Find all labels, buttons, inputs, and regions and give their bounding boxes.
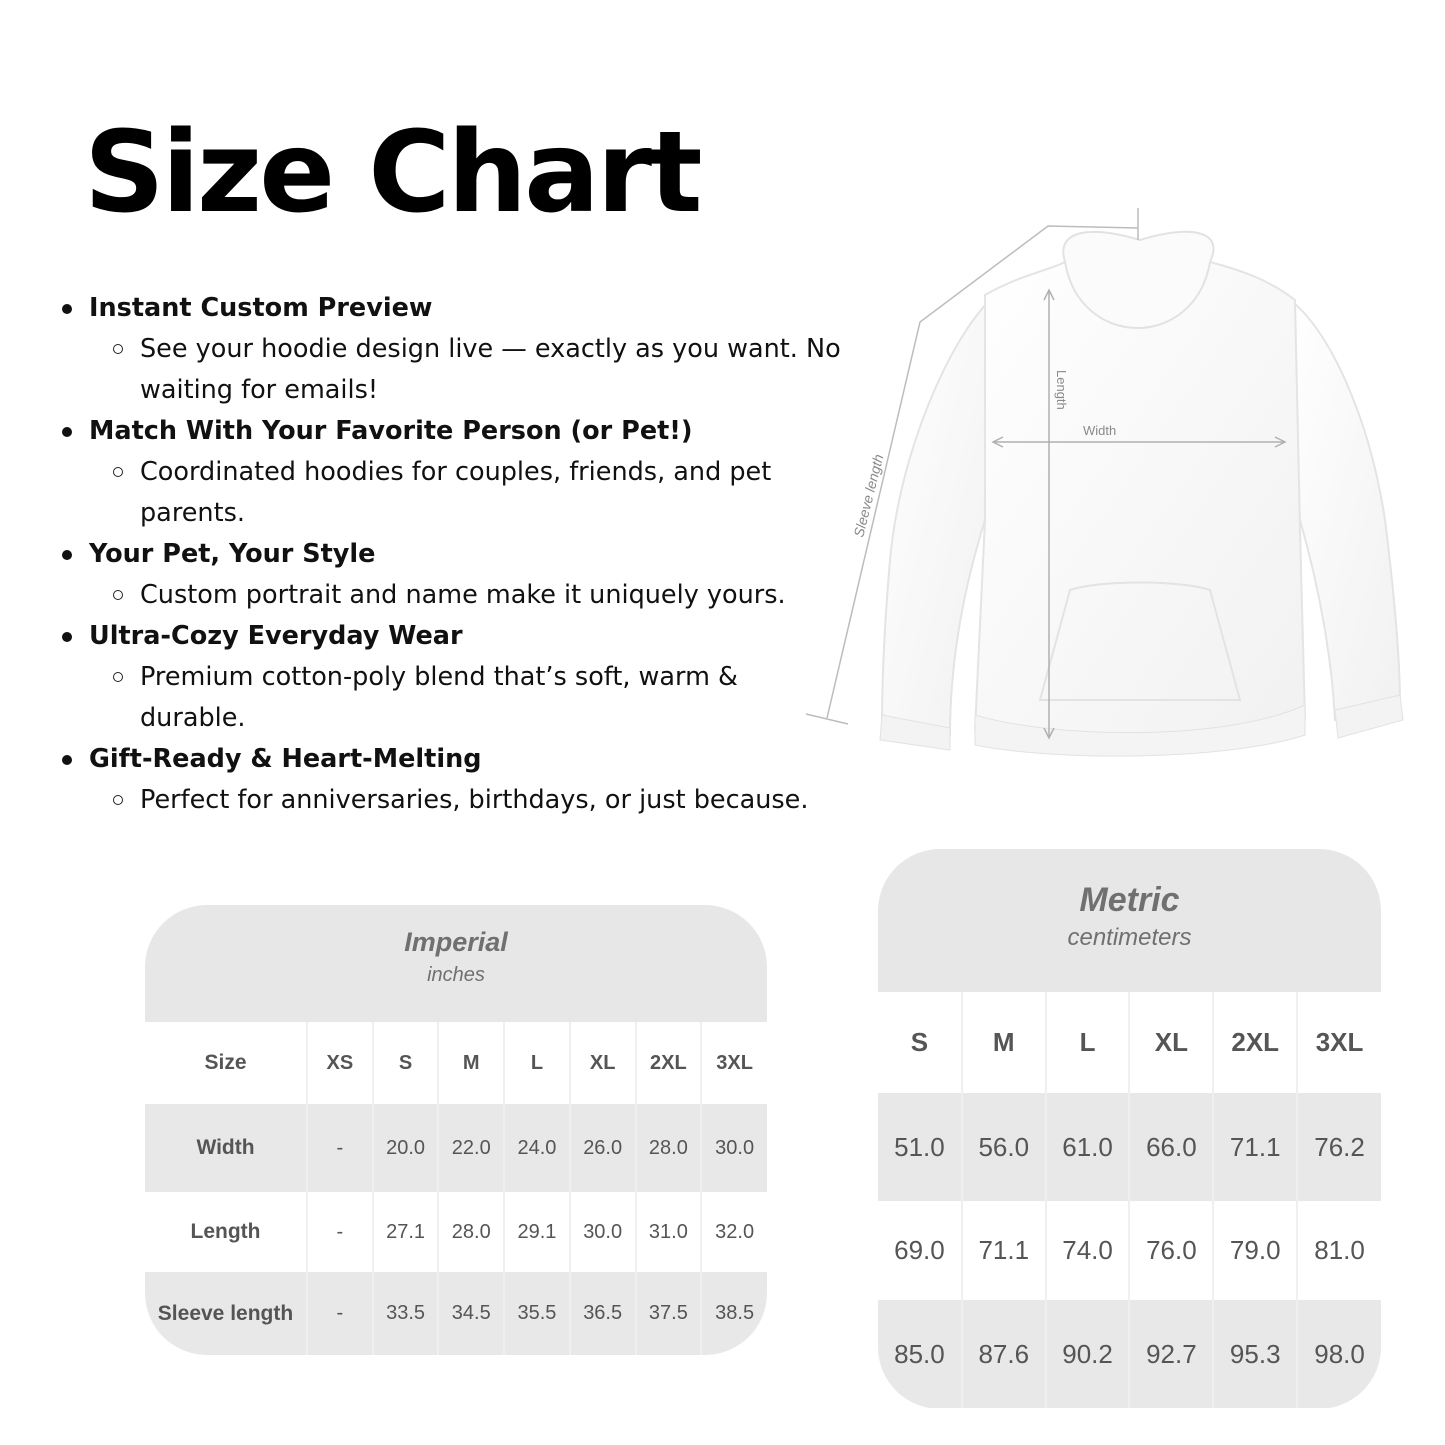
table-header-cell: S (878, 992, 962, 1093)
metric-size-table (878, 849, 1381, 1409)
table-cell: - (307, 1104, 373, 1192)
table-header-row (145, 1022, 767, 1104)
table-cell: 28.0 (636, 1104, 702, 1192)
sub-bullet-icon (113, 344, 123, 354)
table-cell: 28.0 (438, 1192, 504, 1272)
sleeve-length-label: Sleeve length (850, 452, 887, 539)
table-header-cell: 2XL (636, 1022, 702, 1104)
table-cell: 33.5 (373, 1272, 439, 1355)
table-row (145, 1192, 767, 1272)
table-cell: 36.5 (570, 1272, 636, 1355)
table-cell: - (307, 1272, 373, 1355)
table-cell: 79.0 (1213, 1201, 1297, 1300)
sub-bullet-icon (113, 590, 123, 600)
table-cell: 22.0 (438, 1104, 504, 1192)
table-cell: 38.5 (701, 1272, 767, 1355)
table-cell: 26.0 (570, 1104, 636, 1192)
bullet-icon (62, 755, 72, 765)
table-cell: 20.0 (373, 1104, 439, 1192)
bullet-icon (62, 550, 72, 560)
row-label: Length (145, 1192, 307, 1272)
table-cell: 27.1 (373, 1192, 439, 1272)
width-label: Width (1083, 423, 1117, 438)
table-cell: 35.5 (504, 1272, 570, 1355)
table-cell: 71.1 (1213, 1093, 1297, 1201)
table-cell: 51.0 (878, 1093, 962, 1201)
metric-table-header (878, 849, 1381, 992)
feature-item (60, 534, 850, 616)
table-cell: 66.0 (1129, 1093, 1213, 1201)
bullet-icon (62, 632, 72, 642)
imperial-unit: inches (427, 964, 485, 986)
sub-bullet-icon (113, 467, 123, 477)
table-header-cell: L (1046, 992, 1130, 1093)
page-title: Size Chart (84, 108, 700, 238)
table-cell: 56.0 (962, 1093, 1046, 1201)
table-cell: 29.1 (504, 1192, 570, 1272)
hoodie-icon (800, 200, 1440, 770)
feature-detail: Coordinated hoodies for couples, friends, and pet parents. (140, 457, 772, 528)
sub-bullet-icon (113, 795, 123, 805)
feature-heading: Match With Your Favorite Person (or Pet!) (89, 416, 693, 446)
table-row (145, 1272, 767, 1355)
metric-unit: centimeters (1067, 924, 1192, 951)
imperial-title: Imperial (404, 927, 508, 957)
table-row (145, 1104, 767, 1192)
imperial-size-table (145, 905, 767, 1355)
table-row (878, 1300, 1381, 1408)
table-header-cell: M (438, 1022, 504, 1104)
feature-item (60, 288, 850, 411)
table-header-cell: Size (145, 1022, 307, 1104)
table-row (878, 1201, 1381, 1300)
feature-item (60, 616, 850, 739)
feature-heading: Instant Custom Preview (89, 293, 433, 323)
table-cell: 92.7 (1129, 1300, 1213, 1408)
feature-detail: Perfect for anniversaries, birthdays, or just because. (140, 785, 809, 815)
bullet-icon (62, 427, 72, 437)
row-label: Sleeve length (145, 1272, 307, 1355)
table-cell: 76.2 (1297, 1093, 1381, 1201)
table-cell: 37.5 (636, 1272, 702, 1355)
table-cell: 30.0 (570, 1192, 636, 1272)
table-header-cell: M (962, 992, 1046, 1093)
table-cell: 71.1 (962, 1201, 1046, 1300)
table-header-cell: L (504, 1022, 570, 1104)
table-header-cell: S (373, 1022, 439, 1104)
table-cell: 76.0 (1129, 1201, 1213, 1300)
table-cell: 98.0 (1297, 1300, 1381, 1408)
bullet-icon (62, 304, 72, 314)
table-cell: 34.5 (438, 1272, 504, 1355)
feature-detail: Premium cotton-poly blend that’s soft, warm & durable. (140, 662, 738, 733)
table-cell: 95.3 (1213, 1300, 1297, 1408)
table-header-cell: XS (307, 1022, 373, 1104)
hoodie-diagram (800, 200, 1440, 770)
table-header-cell: XL (1129, 992, 1213, 1093)
table-cell: 32.0 (715, 1220, 755, 1243)
table-cell: 24.0 (504, 1104, 570, 1192)
table-cell: 74.0 (1046, 1201, 1130, 1300)
imperial-table-header (145, 905, 767, 1022)
feature-heading: Your Pet, Your Style (89, 539, 376, 569)
metric-title: Metric (1079, 881, 1180, 919)
row-label: Width (145, 1104, 307, 1192)
table-header-row (878, 992, 1381, 1093)
feature-heading: Ultra-Cozy Everyday Wear (89, 621, 463, 651)
table-cell: 90.2 (1046, 1300, 1130, 1408)
table-cell: 81.0 (1314, 1235, 1365, 1265)
feature-detail: Custom portrait and name make it uniquely yours. (140, 580, 786, 610)
sub-bullet-icon (113, 672, 123, 682)
table-header-cell: XL (570, 1022, 636, 1104)
feature-item (60, 739, 850, 821)
table-cell: 69.0 (878, 1201, 962, 1300)
feature-list (60, 288, 850, 821)
table-cell: 85.0 (878, 1300, 962, 1408)
table-cell: 61.0 (1046, 1093, 1130, 1201)
feature-detail: See your hoodie design live — exactly as you want. No waiting for emails! (140, 334, 841, 405)
table-row (878, 1093, 1381, 1201)
feature-item (60, 411, 850, 534)
table-cell: 31.0 (636, 1192, 702, 1272)
table-cell: 30.0 (701, 1104, 767, 1192)
feature-heading: Gift-Ready & Heart-Melting (89, 744, 482, 774)
table-header-cell: 2XL (1213, 992, 1297, 1093)
table-cell: 87.6 (962, 1300, 1046, 1408)
table-header-cell: 3XL (716, 1051, 753, 1074)
table-header-cell: 3XL (1315, 1027, 1364, 1057)
table-cell: - (307, 1192, 373, 1272)
length-label: Length (1054, 370, 1069, 410)
